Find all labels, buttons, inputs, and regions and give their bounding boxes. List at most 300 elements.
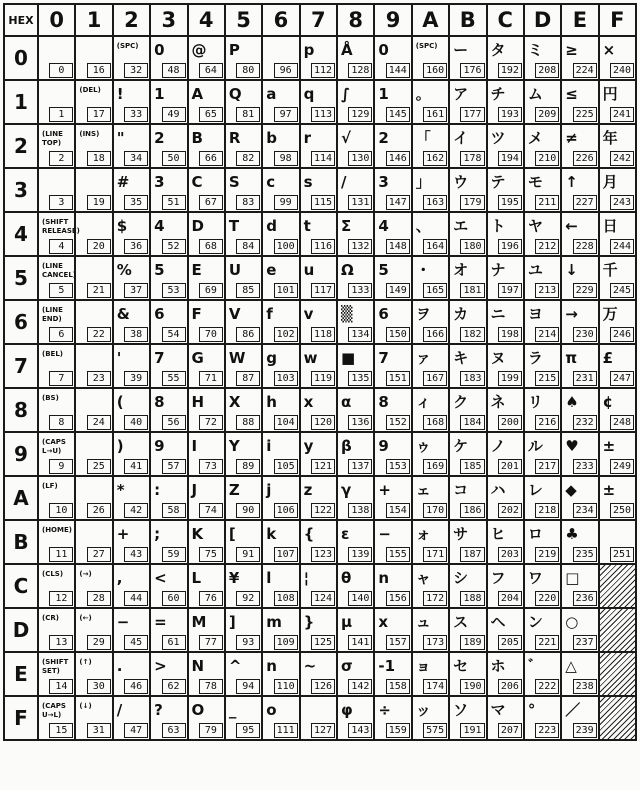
decimal-code: 89 [236,459,260,474]
char-glyph: μ [341,613,353,631]
char-glyph: ォ [415,525,431,543]
code-cell [487,388,524,432]
char-glyph: (CAPS L→U) [42,438,66,455]
code-cell [561,80,598,124]
code-cell [599,80,636,124]
char-glyph: # [116,173,130,191]
decimal-code: 156 [386,591,410,606]
code-cell [487,36,524,80]
code-cell [561,256,598,300]
decimal-code: 28 [87,591,111,606]
decimal-code: 154 [386,503,410,518]
code-cell [262,80,299,124]
decimal-code: 85 [236,283,260,298]
code-cell [262,696,299,740]
char-glyph: ↓ [565,261,578,279]
code-cell [337,344,374,388]
code-cell [524,608,561,652]
char-glyph: 8 [154,393,165,411]
code-cell [561,344,598,388]
char-glyph: (SPC) [415,42,438,50]
decimal-code: 86 [236,327,260,342]
decimal-code: 56 [162,415,186,430]
decimal-code: 197 [498,283,522,298]
char-glyph: + [116,525,130,543]
char-glyph: % [116,261,132,279]
char-glyph: σ [341,657,353,675]
decimal-code: 81 [236,107,260,122]
char-glyph: ° [527,701,536,719]
decimal-code: 66 [199,151,223,166]
decimal-code: 194 [498,151,522,166]
code-cell [487,520,524,564]
decimal-code: 163 [423,195,447,210]
code-cell [561,564,598,608]
decimal-code: 2 [49,151,73,166]
char-glyph: q [303,85,315,103]
decimal-code: 188 [460,591,484,606]
code-cell [38,652,75,696]
decimal-code: 167 [423,371,447,386]
table-row [4,564,636,608]
code-cell [374,564,411,608]
code-cell [337,608,374,652]
char-glyph: × [602,41,616,59]
decimal-code: 5 [49,283,73,298]
code-cell [449,696,486,740]
row-header: 2 [4,124,38,168]
decimal-code: 123 [311,547,335,562]
decimal-code: 125 [311,635,335,650]
char-glyph [79,171,109,193]
char-glyph: □ [565,569,580,587]
char-glyph: 」 [415,173,431,191]
char-glyph: i [266,437,272,455]
code-cell [487,696,524,740]
code-cell [300,476,337,520]
code-cell [113,124,150,168]
char-glyph: ・ [415,261,431,279]
char-glyph: β [341,437,352,455]
decimal-code: 27 [87,547,111,562]
char-glyph: c [266,173,276,191]
code-cell [412,652,449,696]
decimal-code: 6 [49,327,73,342]
char-glyph: o [266,701,277,719]
decimal-code: 164 [423,239,447,254]
char-glyph: ナ [490,261,506,279]
decimal-code: 67 [199,195,223,210]
code-cell [374,212,411,256]
code-cell [374,388,411,432]
code-cell [412,476,449,520]
decimal-code: 29 [87,635,111,650]
char-glyph: 9 [378,437,389,455]
decimal-code: 178 [460,151,484,166]
code-cell [113,696,150,740]
code-cell [113,344,150,388]
code-cell [449,388,486,432]
code-cell [449,212,486,256]
decimal-code: 36 [124,239,148,254]
char-glyph: メ [527,129,543,147]
decimal-code: 173 [423,635,447,650]
code-cell [113,652,150,696]
code-cell [300,124,337,168]
decimal-code: 74 [199,503,223,518]
code-cell [337,476,374,520]
code-cell [150,36,187,80]
char-glyph: ア [453,85,469,103]
char-glyph: ツ [490,129,506,147]
char-glyph: レ [527,481,543,499]
code-cell [561,124,598,168]
code-cell [300,696,337,740]
code-cell [337,300,374,344]
column-header-row [4,4,636,36]
decimal-code: 189 [460,635,484,650]
code-cell [188,168,225,212]
decimal-code: 246 [610,327,634,342]
char-glyph: ネ [490,393,506,411]
code-cell [225,344,262,388]
decimal-code: 196 [498,239,522,254]
decimal-code: 17 [87,107,111,122]
code-cell [449,432,486,476]
code-cell [262,564,299,608]
char-glyph [42,39,72,61]
decimal-code: 202 [498,503,522,518]
char-glyph: ヲ [415,305,431,323]
char-glyph: ' [116,349,122,367]
char-glyph: f [266,305,273,323]
code-cell [599,344,636,388]
char-glyph: α [341,393,352,411]
char-glyph: * [116,481,125,499]
decimal-code: 93 [236,635,260,650]
char-glyph: ウ [453,173,469,191]
table-row [4,388,636,432]
code-cell [75,344,112,388]
column-header: B [449,4,486,36]
code-cell [262,520,299,564]
code-cell [225,476,262,520]
char-glyph: ヒ [490,525,506,543]
char-glyph: ョ [415,657,431,675]
code-cell [337,520,374,564]
char-glyph: (↓) [79,702,92,710]
char-glyph: $ [116,217,128,235]
char-glyph: w [303,349,318,367]
table-row [4,696,636,740]
decimal-code: 104 [274,415,298,430]
row-header: E [4,652,38,696]
char-glyph: E [191,261,202,279]
decimal-code: 161 [423,107,447,122]
code-cell [487,432,524,476]
code-cell [75,476,112,520]
code-cell [487,212,524,256]
char-glyph: n [378,569,390,587]
char-glyph: _ [228,701,237,719]
decimal-code: 82 [236,151,260,166]
decimal-code: 145 [386,107,410,122]
code-cell [487,124,524,168]
code-cell [188,36,225,80]
char-glyph: 4 [378,217,389,235]
decimal-code: 35 [124,195,148,210]
column-header: 8 [337,4,374,36]
char-glyph: ム [527,85,543,103]
table-row [4,652,636,696]
char-glyph: ハ [490,481,506,499]
code-cell [225,564,262,608]
code-cell [524,476,561,520]
code-cell [449,564,486,608]
code-cell [374,80,411,124]
char-glyph: & [116,305,130,323]
code-cell [487,652,524,696]
decimal-code: 138 [348,503,372,518]
char-glyph [79,215,109,237]
decimal-code: 1 [49,107,73,122]
decimal-code: 176 [460,63,484,78]
code-cell [524,520,561,564]
code-cell [38,520,75,564]
decimal-code: 111 [274,723,298,738]
char-glyph: B [191,129,203,147]
decimal-code: 220 [535,591,559,606]
row-header: A [4,476,38,520]
char-glyph: ε [341,525,350,543]
decimal-code: 227 [573,195,597,210]
code-cell [449,256,486,300]
code-cell [337,564,374,608]
code-cell [337,212,374,256]
code-cell [449,520,486,564]
code-cell [300,388,337,432]
decimal-code: 128 [348,63,372,78]
code-cell [150,124,187,168]
decimal-code: 170 [423,503,447,518]
row-header: 7 [4,344,38,388]
hex-corner-label: HEX [4,4,38,36]
char-glyph: 3 [154,173,165,191]
char-glyph: ワ [527,569,543,587]
code-cell [524,256,561,300]
code-cell [561,520,598,564]
decimal-code: 236 [573,591,597,606]
char-glyph: [ [228,525,236,543]
char-glyph: R [228,129,241,147]
code-cell [113,432,150,476]
decimal-code: 92 [236,591,260,606]
code-cell [262,344,299,388]
code-cell [113,36,150,80]
code-cell [412,432,449,476]
code-cell [374,36,411,80]
character-code-table [3,3,637,741]
decimal-code: 72 [199,415,223,430]
code-cell [262,212,299,256]
code-cell [38,344,75,388]
decimal-code: 65 [199,107,223,122]
decimal-code: 198 [498,327,522,342]
code-cell [38,36,75,80]
undefined-code-cell [599,564,636,608]
code-cell [113,256,150,300]
code-cell [337,256,374,300]
decimal-code: 241 [610,107,634,122]
decimal-code: 41 [124,459,148,474]
decimal-code: 205 [498,635,522,650]
decimal-code: 3 [49,195,73,210]
decimal-code: 226 [573,151,597,166]
code-cell [449,36,486,80]
code-cell [113,564,150,608]
code-cell [225,520,262,564]
char-glyph: 2 [154,129,165,147]
code-cell [561,300,598,344]
char-glyph: H [191,393,205,411]
code-cell [300,256,337,300]
decimal-code: 168 [423,415,447,430]
char-glyph: ( [116,393,124,411]
decimal-code: 210 [535,151,559,166]
code-cell [38,564,75,608]
char-glyph: h [266,393,277,411]
char-glyph: ゥ [415,437,431,455]
code-cell [374,300,411,344]
code-cell [412,212,449,256]
code-cell [75,212,112,256]
char-glyph: − [378,525,391,543]
code-cell [337,432,374,476]
code-cell [225,124,262,168]
char-glyph: (SHIFT SET) [42,658,69,675]
code-cell [75,608,112,652]
decimal-code: 240 [610,63,634,78]
code-cell [225,608,262,652]
char-glyph: ス [453,613,469,631]
decimal-code: 199 [498,371,522,386]
decimal-code: 73 [199,459,223,474]
code-cell [225,652,262,696]
column-header: 4 [188,4,225,36]
code-cell [300,564,337,608]
decimal-code: 232 [573,415,597,430]
char-glyph: シ [453,569,469,587]
code-cell [300,36,337,80]
decimal-code: 101 [274,283,298,298]
code-cell [75,696,112,740]
undefined-code-cell [599,652,636,696]
decimal-code: 248 [610,415,634,430]
decimal-code: 34 [124,151,148,166]
char-glyph: ェ [415,481,431,499]
column-header: C [487,4,524,36]
decimal-code: 23 [87,371,111,386]
decimal-code: 122 [311,503,335,518]
code-cell [113,608,150,652]
decimal-code: 117 [311,283,335,298]
char-glyph: 年 [602,129,618,147]
code-cell [449,124,486,168]
decimal-code: 191 [460,723,484,738]
char-glyph: ≤ [565,85,578,103]
code-cell [561,696,598,740]
decimal-code: 109 [274,635,298,650]
decimal-code: 180 [460,239,484,254]
decimal-code: 208 [535,63,559,78]
code-cell [150,388,187,432]
decimal-code: 14 [49,679,73,694]
decimal-code: 46 [124,679,148,694]
decimal-code: 166 [423,327,447,342]
code-cell [449,168,486,212]
code-cell [524,36,561,80]
char-glyph: イ [453,129,469,147]
char-glyph: ヌ [490,349,506,367]
char-glyph: J [191,481,198,499]
decimal-code: 0 [49,63,73,78]
char-glyph: @ [191,41,207,59]
decimal-code: 211 [535,195,559,210]
code-cell [262,256,299,300]
code-cell [449,344,486,388]
column-header: D [524,4,561,36]
code-cell [599,256,636,300]
char-glyph: A [191,85,204,103]
char-glyph: 「 [415,129,431,147]
char-glyph: (BS) [42,394,59,402]
code-cell [225,696,262,740]
char-glyph: 0 [154,41,165,59]
code-cell [374,344,411,388]
char-glyph: テ [490,173,506,191]
char-glyph: ロ [527,525,543,543]
decimal-code: 71 [199,371,223,386]
code-cell [188,344,225,388]
code-cell [75,80,112,124]
code-cell [412,696,449,740]
char-glyph: ≠ [565,129,578,147]
column-header: E [561,4,598,36]
decimal-code: 98 [274,151,298,166]
char-glyph: = [154,613,167,631]
code-cell [113,300,150,344]
char-glyph: ト [490,217,506,235]
code-cell [188,80,225,124]
code-cell [300,300,337,344]
column-header: 1 [75,4,112,36]
decimal-code: 182 [460,327,484,342]
decimal-code: 231 [573,371,597,386]
decimal-code: 204 [498,591,522,606]
char-glyph: a [266,85,277,103]
code-cell [337,388,374,432]
decimal-code: 87 [236,371,260,386]
code-cell [150,652,187,696]
char-glyph: ル [527,437,543,455]
char-glyph: U [228,261,242,279]
code-cell [75,652,112,696]
char-glyph: 9 [154,437,165,455]
char-glyph: ケ [453,437,469,455]
char-glyph: ラ [527,349,543,367]
char-glyph: ィ [415,393,431,411]
decimal-code: 169 [423,459,447,474]
